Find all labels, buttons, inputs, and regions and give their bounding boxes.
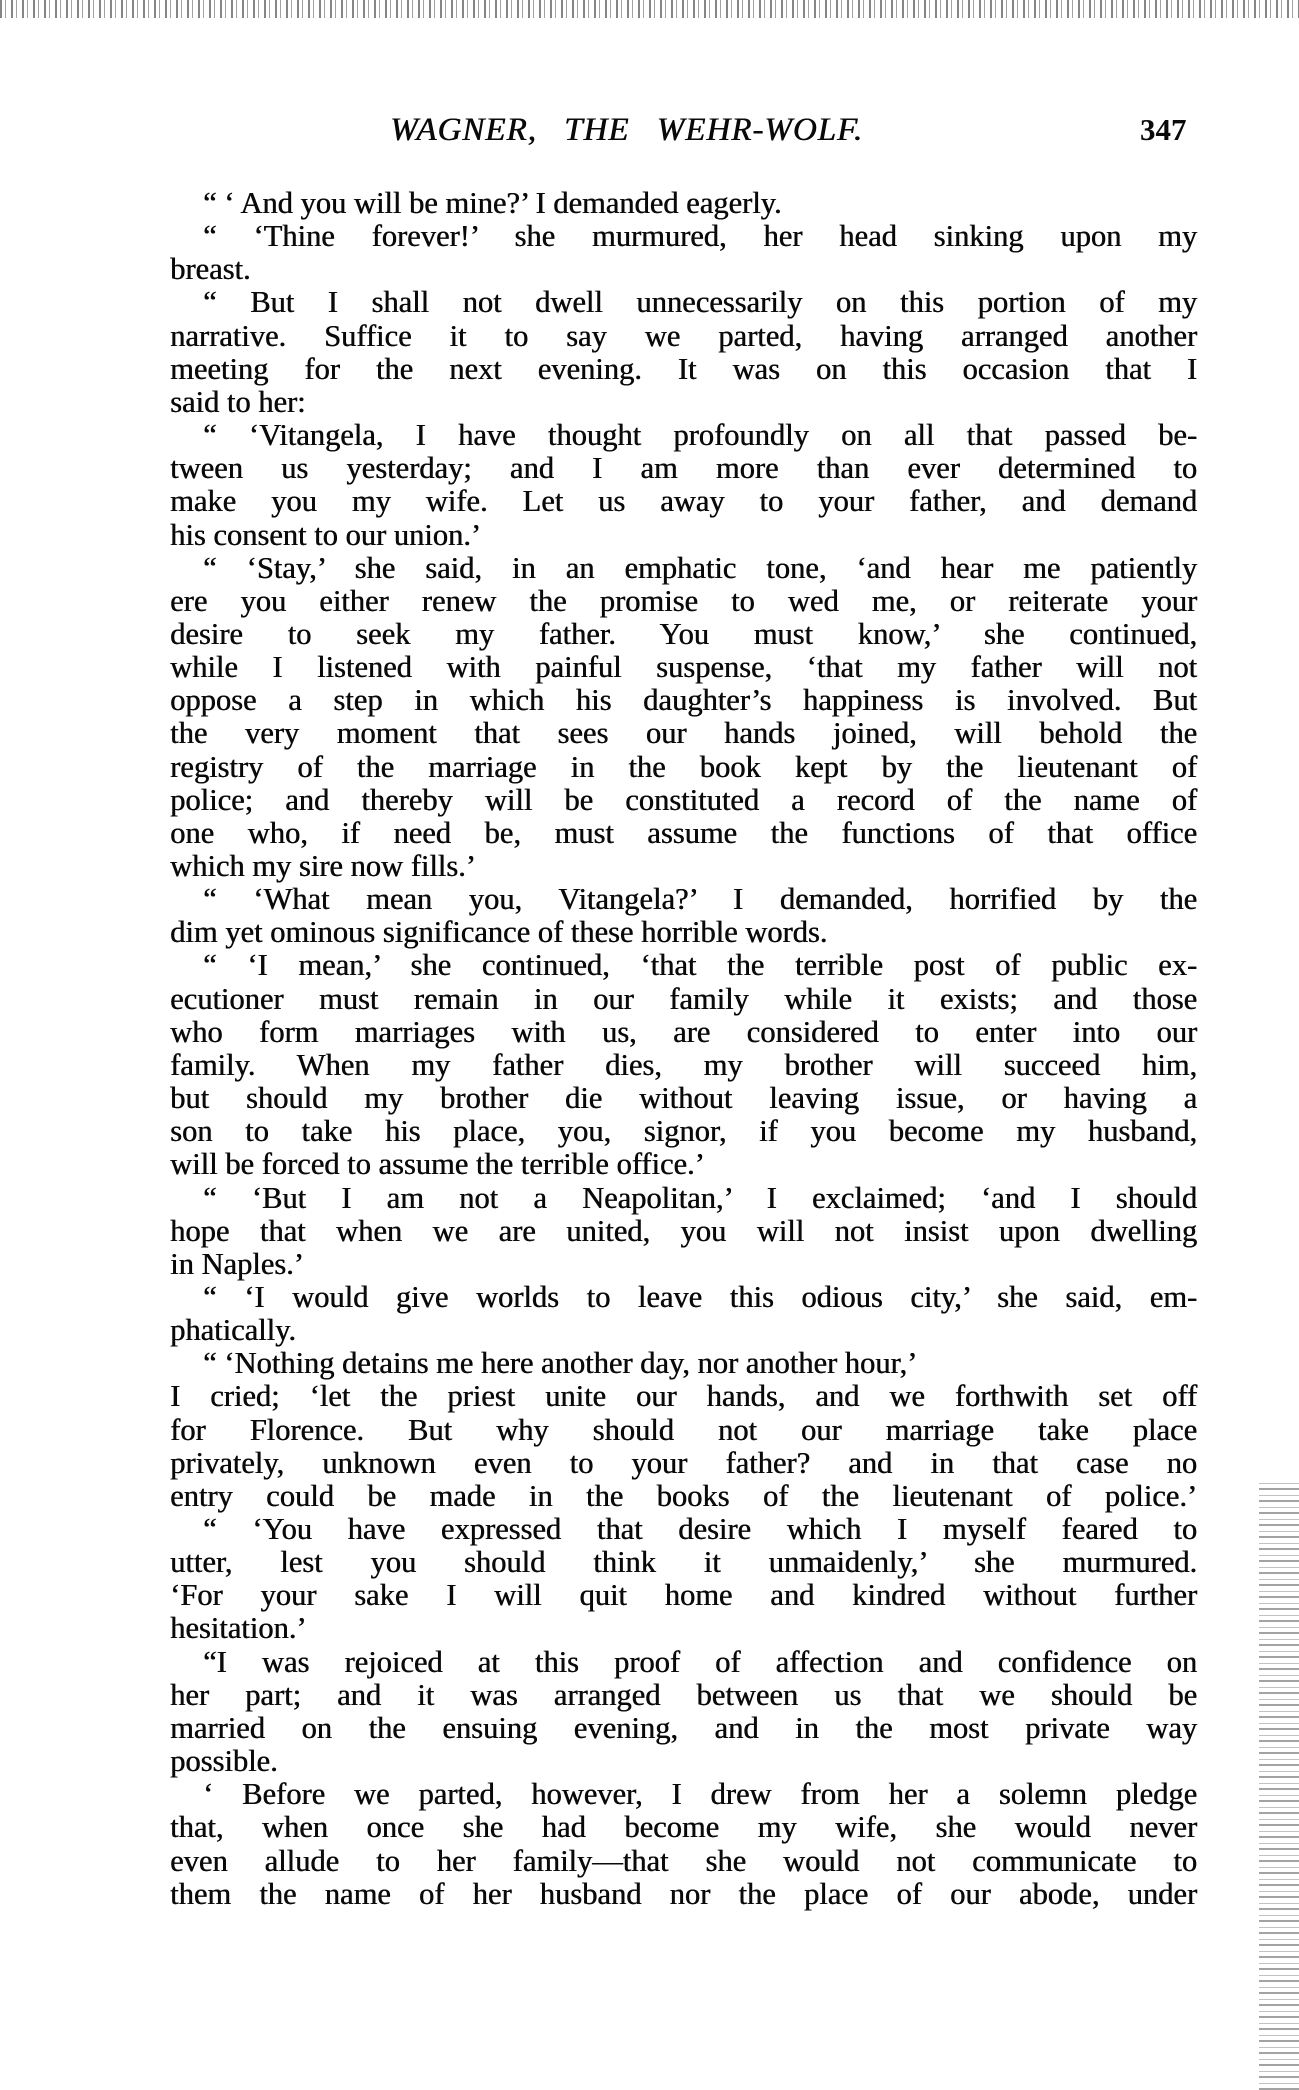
text-line: utter, lest you should think it unmaidenly,’ she murmured. [170,1545,1197,1580]
text-line: ‘ Before we parted, however, I drew from her a solemn pledge [203,1777,1197,1812]
text-line: police; and thereby will be constituted a record of the name of [170,782,1197,817]
text-line: phatically. [170,1313,296,1348]
text-line: registry of the marriage in the book kept by the lieutenant of [170,749,1197,784]
text-line: family. When my father dies, my brother will succeed him, [170,1047,1197,1082]
text-line: “ ‘Vitangela, I have thought profoundly on all that passed be- [203,418,1197,453]
text-line: which my sire now fills.’ [170,849,476,883]
text-line: will be forced to assume the terrible office.’ [170,1147,705,1182]
text-line: ere you either renew the promise to wed me, or reiterate your [170,583,1197,618]
text-line: privately, unknown even to your father? and in that case no [170,1445,1197,1480]
text-line: “ ‘What mean you, Vitangela?’ I demanded, horrified by the [203,882,1197,917]
text-line: make you my wife. Let us away to your father, and demand [170,484,1197,519]
text-line: desire to seek my father. You must know,’ she continued, [170,616,1197,651]
text-line: one who, if need be, must assume the functions of that office [170,815,1197,850]
text-line: said to her: [170,384,306,419]
text-line: possible. [170,1744,278,1779]
text-line: “ ‘But I am not a Neapolitan,’ I exclaimed; ‘and I should [203,1180,1197,1215]
text-line: while I listened with painful suspense, ‘that my father will not [170,650,1197,685]
text-line: breast. [170,252,251,287]
page-number: 347 [1140,112,1187,147]
text-line: “ But I shall not dwell unnecessarily on this portion of my [203,285,1197,320]
text-line: in Naples.’ [170,1246,304,1281]
text-line: narrative. Suffice it to say we parted, having arranged another [170,318,1197,353]
text-line: “ ‘I mean,’ she continued, ‘that the terrible post of public ex- [203,948,1197,983]
text-line: who form marriages with us, are considered to enter into our [170,1014,1197,1049]
text-line: that, when once she had become my wife, she would never [170,1810,1197,1845]
text-line: “ ‘ And you will be mine?’ I demanded eagerly. [203,186,782,220]
text-line: son to take his place, you, signor, if you become my husband, [170,1114,1197,1149]
running-title: WAGNER, THE WEHR-WOLF. [390,112,864,148]
text-line: “ ‘You have expressed that desire which I myself feared to [203,1512,1197,1546]
scan-noise-top [0,0,1299,18]
text-line: even allude to her family—that she would not communicate to [170,1843,1197,1878]
text-line: “ ‘Stay,’ she said, in an emphatic tone, ‘and hear me patiently [203,550,1197,585]
text-line: hesitation.’ [170,1611,307,1646]
text-line: ‘For your sake I will quit home and kindred without further [170,1578,1197,1613]
text-line: “ ‘Nothing detains me here another day, nor another hour,’ [203,1346,918,1381]
text-line: the very moment that sees our hands joined, will behold the [170,716,1197,751]
scan-noise-right [1259,1480,1299,2090]
text-line: but should my brother die without leaving issue, or having a [170,1081,1197,1116]
text-line: them the name of her husband nor the place of our abode, under [170,1876,1197,1911]
text-line: entry could be made in the books of the lieutenant of police.’ [170,1478,1197,1513]
text-line: her part; and it was arranged between us that we should be [170,1677,1197,1712]
text-line: his consent to our union.’ [170,517,481,552]
text-line: tween us yesterday; and I am more than ever determined to [170,451,1197,486]
text-line: hope that when we are united, you will not insist upon dwelling [170,1213,1197,1248]
text-line: dim yet ominous significance of these horrible words. [170,915,828,950]
text-line: oppose a step in which his daughter’s happiness is involved. But [170,683,1197,718]
text-line: “I was rejoiced at this proof of affection and confidence on [203,1644,1197,1679]
text-line: for Florence. But why should not our marriage take place [170,1412,1197,1447]
text-line: “ ‘I would give worlds to leave this odious city,’ she said, em- [203,1279,1197,1314]
text-line: “ ‘Thine forever!’ she murmured, her head sinking upon my [203,219,1197,254]
text-line: ecutioner must remain in our family while it exists; and those [170,981,1197,1016]
text-line: meeting for the next evening. It was on this occasion that I [170,351,1197,386]
text-line: I cried; ‘let the priest unite our hands, and we forthwith set off [170,1379,1197,1414]
text-line: married on the ensuing evening, and in the most private way [170,1710,1197,1745]
